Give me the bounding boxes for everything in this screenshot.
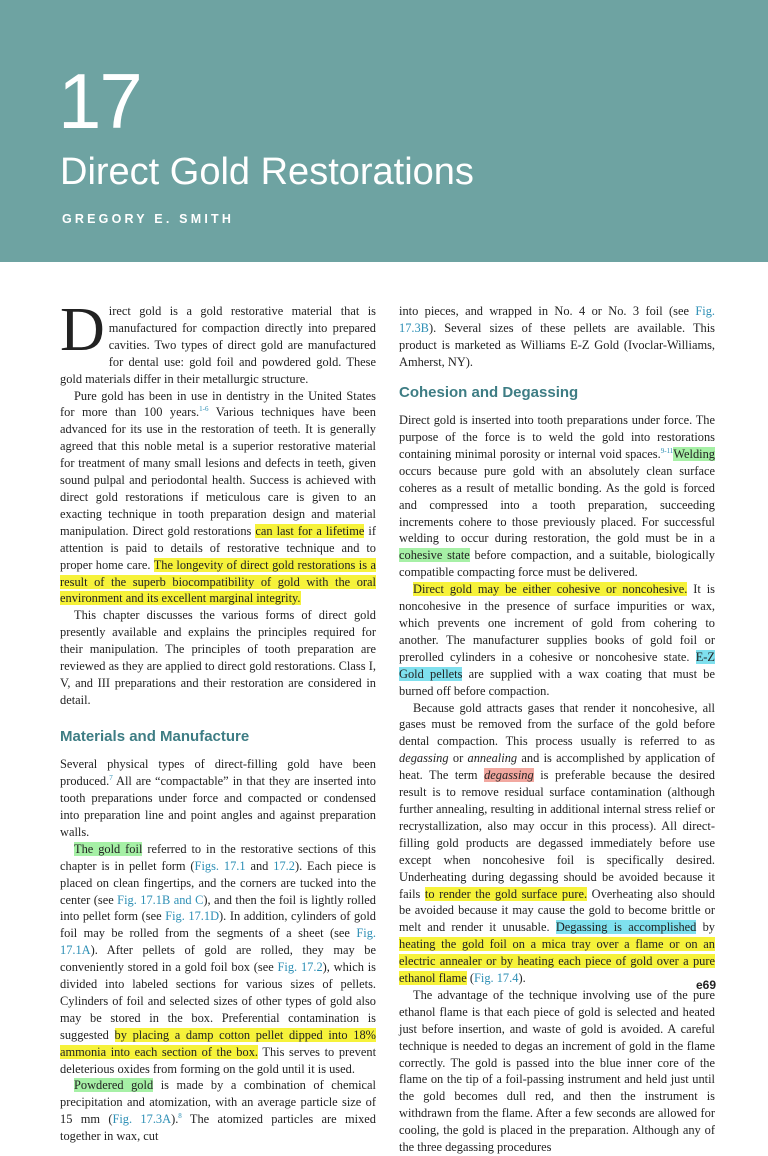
page-number: e69 — [695, 978, 716, 992]
citation[interactable]: 1-6 — [199, 405, 209, 414]
citation[interactable]: 8 — [178, 1112, 182, 1121]
intro-paragraph — [60, 296, 376, 388]
text-span: Several physical types of direct-filling gold have been produced. — [60, 757, 376, 789]
highlight-green: Powdered gold — [74, 1078, 154, 1093]
text-span: ). In addition, cylinders of gold foil may be rolled from the segments of a sheet (see — [60, 909, 376, 941]
text-span: or — [448, 751, 468, 766]
text-span: and — [245, 858, 274, 873]
text-span: Because gold attracts gases that render it noncohesive, all gases must be removed from the surface of the gold before dental compaction. This process usually is referred to as — [399, 700, 715, 749]
degassing-paragraph — [399, 700, 715, 987]
highlight-yellow: heating the gold foil on a mica tray over a flame or on an electric annealer or by heating each piece of gold over a pure ethanol flame — [399, 937, 715, 986]
citation[interactable]: 7 — [109, 774, 113, 783]
powdered-gold-paragraph — [60, 1077, 376, 1145]
figure-link[interactable]: 17.2 — [273, 858, 295, 873]
text-span: It is noncohesive in the presence of surface impurities or wax, which prevents one increment of gold from cohering to another. The manufacturer supplies books of gold foil or prerolled cylinders in a cohesive or noncohesive state. — [399, 582, 716, 664]
figure-link[interactable]: Fig. 17.3A — [112, 1112, 172, 1127]
figure-link[interactable]: Figs. 17.1 — [194, 858, 246, 873]
highlight-red: degassing — [484, 768, 534, 783]
text-span: by — [696, 920, 715, 935]
text-span: ). After pellets of gold are rolled, they may be conveniently stored in a gold foil box (see — [60, 943, 376, 975]
text-span: ), which is divided into labeled sections for various sizes of pellets. Cylinders of foil and selected sizes of other types of gold also may be stored in the box. Preferential contamination is suggested — [60, 960, 376, 1042]
text-span: This serves to prevent deleterious oxides from forming on the gold until it is used. — [60, 1044, 377, 1076]
highlight-yellow: can last for a lifetime — [255, 523, 365, 538]
text-span: ). Each piece is placed on clean fingertips, and the corners are tucked into the center (see — [60, 858, 376, 907]
highlight-yellow: to render the gold surface pure. — [424, 886, 588, 901]
italic-term: degassing — [399, 751, 449, 766]
left-column — [60, 296, 377, 1145]
cohesive-paragraph — [399, 581, 715, 699]
text-span: referred to in the restorative sections of this chapter is in pellet form ( — [60, 841, 376, 873]
figure-link[interactable]: Fig. 17.2 — [277, 960, 323, 975]
highlight-yellow: by placing a damp cotton pellet dipped into 18% ammonia into each section of the box. — [60, 1027, 377, 1059]
text-span: ). — [518, 971, 526, 986]
figure-link[interactable]: Fig. 17.1D — [165, 909, 220, 924]
text-span: occurs because pure gold with an absolutely clean surface coheres as a result of metallic bonding. As the gold is forced and compressed into a tooth preparation, succeeding increments cohere to those previously placed. For successful welding to occur during restoration, the gold must be in a — [399, 463, 715, 546]
highlight-green: The gold foil — [74, 841, 143, 856]
continued-paragraph — [399, 303, 715, 371]
citation[interactable]: 9-11 — [660, 446, 674, 455]
intro-text: irect gold is a gold restorative material that is manufactured for compaction directly into prepared cavities. Two types of direct gold are manufactured for dental use: gold foil and powdered gold. These gold materials differ in their metallurgic structure. — [60, 304, 376, 386]
text-span: into pieces, and wrapped in No. 4 or No. 3 foil (see — [399, 304, 696, 318]
gold-foil-paragraph — [60, 841, 376, 1078]
highlight-green: cohesive state — [399, 548, 470, 563]
chapter-number: 17 — [58, 57, 141, 145]
figure-link[interactable]: Fig. 17.3B — [399, 304, 715, 335]
ethanol-flame-paragraph: The advantage of the technique involving use of the pure ethanol flame is that each piece of gold is selected and heated just before insertion, and waste of gold is avoided. A careful technique is needed to degas an increment of gold in the flame correctly. The gold is passed into the blue inner core of the flame on the tip of a foil-passing instrument and held just until the gold becomes dull red, and then the instrument is withdrawn from the flame. After a few seconds are allowed for cooling, the gold is placed in the preparation. Although any of the three degassing procedures — [399, 987, 715, 1155]
right-column — [399, 303, 715, 1156]
text-span: are supplied with a wax coating that must be burned off before compaction. — [399, 666, 715, 698]
figure-link[interactable]: Fig. 17.1A — [60, 926, 376, 958]
welding-paragraph — [399, 412, 715, 581]
italic-term: annealing — [467, 751, 518, 766]
figure-link[interactable]: Fig. 17.4 — [474, 971, 519, 986]
chapter-banner — [0, 0, 768, 262]
highlight-yellow: Direct gold may be either cohesive or noncohesive. — [413, 582, 688, 597]
section-heading-cohesion: Cohesion and Degassing — [399, 383, 579, 401]
text-span: is preferable because the desired result is to remove residual surface contamination (although further annealing, resulting in additional internal stress relief or recrystallization, also may occur in this process). All direct-filling gold products are degassed immediately before use except when noncohesive foil is specifically desired. Underheating during degassing should be avoided because it fails — [399, 768, 715, 901]
chapter-overview-paragraph: This chapter discusses the various forms of direct gold presently available and explains the principles required for their manipulation. The principles of tooth preparation are reviewed as they are applied to direct gold restorations. Class I, V, and III preparations and their restoration are considered in detail. — [60, 608, 376, 707]
highlight-yellow: The longevity of direct gold restorations is a result of the superb biocompatibility of gold with the oral environment and its excellent marginal integrity. — [60, 557, 376, 606]
text-span: The atomized particles are mixed together in wax, cut — [60, 1112, 376, 1144]
text-span: Direct gold is inserted into tooth preparations under force. The purpose of the force is to weld the gold into restorations containing minimal porosity or internal void spaces. — [399, 413, 715, 461]
text-span: All are “compactable” in that they are inserted into tooth preparations under force and compacted or condensed into preparation line and point angles and against preparation walls. — [60, 774, 376, 839]
text-span: ). — [171, 1112, 179, 1127]
text-span: Various techniques have been advanced for its use in the restoration of teeth. It is generally agreed that this noble metal is a superior restorative material for treatment of many small lesions and defects in teeth, given sound pulpal and periodontal health. Success is achieved with direct gold restorations if meticulous care is given to an exacting technique in tooth preparation design and material manipulation. Direct gold restorations — [60, 405, 376, 538]
materials-paragraph — [60, 756, 376, 841]
text-span: is made by a combination of chemical precipitation and atomization, with an average particle size of 15 mm ( — [60, 1078, 376, 1127]
chapter-author: GREGORY E. SMITH — [62, 212, 235, 226]
highlight-green: Welding — [673, 446, 715, 461]
text-span: Pure gold has been in use in dentistry in the United States for more than 100 years. — [60, 388, 376, 420]
text-span: ). Several sizes of these pellets are available. This product is marketed as Williams E-Z Gold (Ivoclar-Williams, Amherst, NY). — [399, 320, 715, 369]
drop-cap: D — [60, 296, 105, 364]
figure-link[interactable]: Fig. 17.1B and C — [117, 892, 204, 907]
text-span: ), and then the foil is lightly rolled into pellet form (see — [60, 892, 377, 924]
section-heading-materials: Materials and Manufacture — [60, 727, 250, 745]
highlight-blue: Degassing is accomplished — [555, 920, 697, 935]
highlight-blue: E-Z Gold pellets — [399, 649, 715, 681]
text-span: before compaction, and a suitable, biologically compatible compacting force must be delivered. — [399, 548, 715, 580]
text-span: ( — [466, 971, 475, 986]
text-span: and is accomplished by application of heat. The term — [399, 751, 715, 783]
chapter-title: Direct Gold Restorations — [60, 151, 474, 193]
text-span: Overheating also should be avoided because it may cause the gold to become brittle or melt and render it unusable. — [399, 886, 715, 935]
history-paragraph — [60, 388, 376, 608]
text-span: if attention is paid to details of restorative technique and to proper home care. — [60, 523, 376, 572]
